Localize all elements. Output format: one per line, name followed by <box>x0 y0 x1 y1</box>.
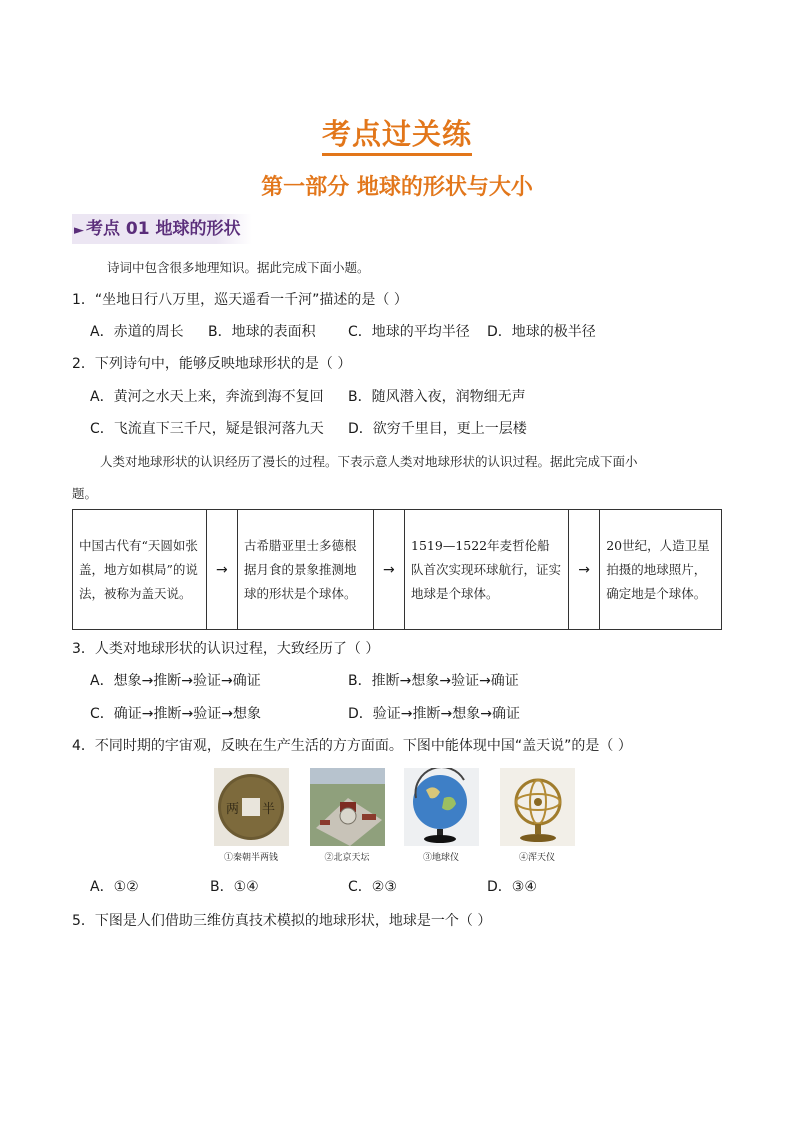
question-1-stem: 1．“坐地日行八万里，巡天遥看一千河”描述的是（ ） <box>72 292 408 308</box>
page-title-text: 考点过关练 <box>322 117 472 156</box>
cognition-flow-table <box>72 509 722 630</box>
svg-text:两: 两 <box>226 802 240 817</box>
q2-option-a: A．黄河之水天上来，奔流到海不复回 <box>90 389 324 405</box>
intro-text-2-line1: 人类对地球形状的认识经历了漫长的过程。下表示意人类对地球形状的认识过程。据此完成下面小 <box>100 454 638 469</box>
question-3-stem: 3．人类对地球形状的认识过程，大致经历了（ ） <box>72 641 380 657</box>
flow-cell-3: 1519—1522年麦哲伦船队首次实现环球航行，证实地球是个球体。 <box>405 510 569 630</box>
ancient-coin-image <box>214 768 289 846</box>
q3-option-c: C．确证→推断→验证→想象 <box>90 706 261 722</box>
q3-option-a: A．想象→推断→验证→确证 <box>90 673 261 689</box>
triangle-marker-icon: ► <box>74 223 84 238</box>
temple-of-heaven-image <box>310 768 385 846</box>
q4-image-strip <box>214 768 582 868</box>
section-header <box>72 214 252 244</box>
q3-option-d: D．验证→推断→想象→确证 <box>348 706 520 722</box>
q4-option-b: B．①④ <box>210 879 259 895</box>
intro-text-1: 诗词中包含很多地理知识。据此完成下面小题。 <box>107 260 370 275</box>
caption-globe: ③地球仪 <box>422 853 459 863</box>
question-4-stem: 4．不同时期的宇宙观，反映在生产生活的方方面面。下图中能体现中国“盖天说”的是（ ） <box>72 738 632 754</box>
intro-text-2-line2: 题。 <box>72 486 98 501</box>
q1-option-c: C．地球的平均半径 <box>348 324 470 340</box>
page-title <box>0 112 794 153</box>
q1-option-a: A．赤道的周长 <box>90 324 184 340</box>
svg-text:半: 半 <box>262 802 276 817</box>
flow-cell-4: 20世纪，人造卫星拍摄的地球照片，确定地是个球体。 <box>600 510 722 630</box>
flow-cell-2: 古希腊亚里士多德根据月食的景象推测地球的形状是个球体。 <box>238 510 374 630</box>
flow-arrow-icon: → <box>206 510 237 630</box>
q4-option-d: D．③④ <box>487 879 537 895</box>
q2-option-d: D．欲穷千里目，更上一层楼 <box>348 421 527 437</box>
q3-option-b: B．推断→想象→验证→确证 <box>348 673 519 689</box>
page-subtitle: 第一部分 地球的形状与大小 <box>261 175 533 200</box>
q1-option-b: B．地球的表面积 <box>208 324 316 340</box>
flow-arrow-icon: → <box>373 510 404 630</box>
q2-option-b: B．随风潜入夜，润物细无声 <box>348 389 526 405</box>
caption-temple: ②北京天坛 <box>324 853 370 863</box>
q4-option-a: A．①② <box>90 879 139 895</box>
flow-arrow-icon: → <box>569 510 600 630</box>
q1-option-d: D．地球的极半径 <box>487 324 596 340</box>
q2-option-c: C．飞流直下三千尺，疑是银河落九天 <box>90 421 324 437</box>
section-label: 考点 01 地球的形状 <box>86 219 241 239</box>
globe-image <box>404 768 479 846</box>
flow-cell-1: 中国古代有“天圆如张盖，地方如棋局”的说法，被称为盖天说。 <box>73 510 207 630</box>
caption-armillary: ④浑天仪 <box>518 853 555 863</box>
question-5-stem: 5．下图是人们借助三维仿真技术模拟的地球形状，地球是一个（ ） <box>72 913 492 929</box>
caption-coin: ①秦朝半两钱 <box>223 853 278 863</box>
armillary-sphere-image <box>500 768 575 846</box>
question-2-stem: 2．下列诗句中，能够反映地球形状的是（ ） <box>72 356 352 372</box>
q4-option-c: C．②③ <box>348 879 397 895</box>
